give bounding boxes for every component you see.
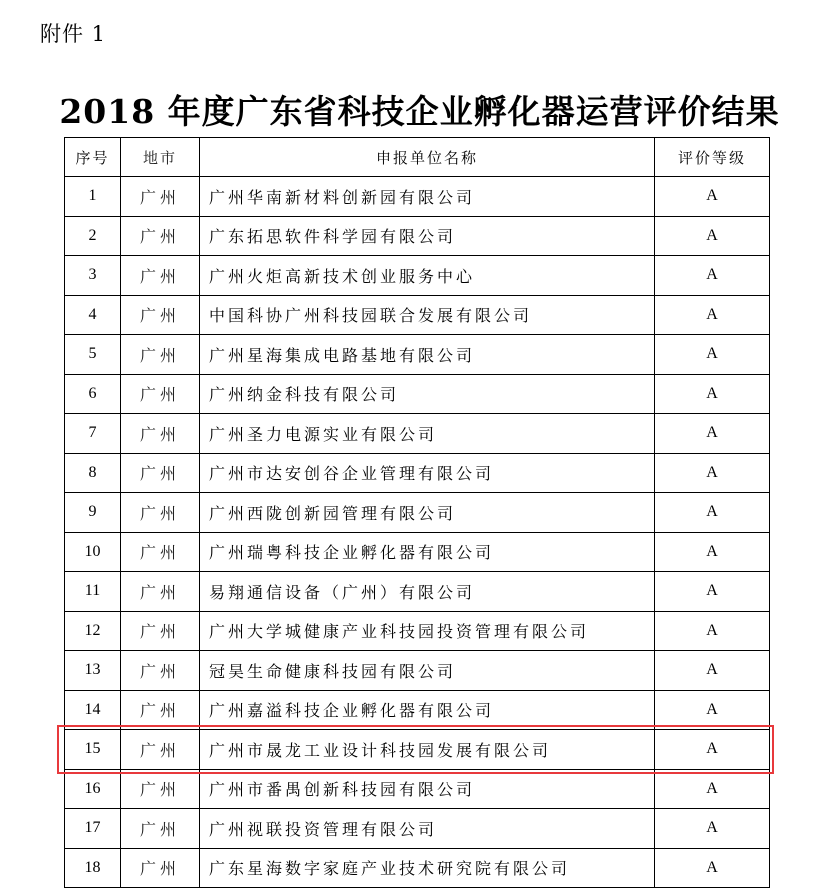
cell-grade: A [655, 374, 770, 414]
table-row [65, 532, 770, 572]
cell-name: 广州视联投资管理有限公司 [200, 809, 655, 849]
cell-grade: A [655, 335, 770, 375]
cell-city: 广州 [121, 809, 200, 849]
evaluation-table [64, 137, 770, 888]
cell-city: 广州 [121, 453, 200, 493]
table-row [65, 216, 770, 256]
cell-name: 广东拓思软件科学园有限公司 [200, 216, 655, 256]
cell-no: 9 [65, 493, 121, 533]
page-title: 2018 年度广东省科技企业孵化器运营评价结果 [59, 92, 780, 131]
cell-grade: A [655, 769, 770, 809]
cell-name: 广东星海数字家庭产业技术研究院有限公司 [200, 848, 655, 888]
cell-city: 广州 [121, 335, 200, 375]
cell-name: 易翔通信设备（广州）有限公司 [200, 572, 655, 612]
table-row [65, 295, 770, 335]
table-row [65, 414, 770, 454]
table-row [65, 493, 770, 533]
cell-city: 广州 [121, 651, 200, 691]
table-row [65, 848, 770, 888]
cell-grade: A [655, 256, 770, 296]
cell-no: 5 [65, 335, 121, 375]
cell-name: 中国科协广州科技园联合发展有限公司 [200, 295, 655, 335]
cell-grade: A [655, 493, 770, 533]
table-row [65, 374, 770, 414]
header-no: 序号 [65, 138, 121, 177]
cell-no: 11 [65, 572, 121, 612]
cell-city: 广州 [121, 532, 200, 572]
cell-name: 冠昊生命健康科技园有限公司 [200, 651, 655, 691]
cell-name: 广州华南新材料创新园有限公司 [200, 177, 655, 217]
table-row [65, 690, 770, 730]
cell-city: 广州 [121, 730, 200, 770]
cell-grade: A [655, 848, 770, 888]
cell-no: 8 [65, 453, 121, 493]
cell-city: 广州 [121, 769, 200, 809]
cell-no: 2 [65, 216, 121, 256]
cell-city: 广州 [121, 414, 200, 454]
cell-grade: A [655, 414, 770, 454]
cell-no: 15 [65, 730, 121, 770]
table-row [65, 335, 770, 375]
cell-no: 4 [65, 295, 121, 335]
cell-grade: A [655, 690, 770, 730]
table-row [65, 256, 770, 296]
cell-no: 17 [65, 809, 121, 849]
cell-no: 18 [65, 848, 121, 888]
cell-name: 广州西陇创新园管理有限公司 [200, 493, 655, 533]
header-grade: 评价等级 [655, 138, 770, 177]
cell-name: 广州嘉溢科技企业孵化器有限公司 [200, 690, 655, 730]
cell-no: 16 [65, 769, 121, 809]
cell-no: 7 [65, 414, 121, 454]
table-row [65, 572, 770, 612]
table-row [65, 809, 770, 849]
table-body [65, 177, 770, 888]
cell-city: 广州 [121, 690, 200, 730]
cell-name: 广州火炬高新技术创业服务中心 [200, 256, 655, 296]
cell-no: 12 [65, 611, 121, 651]
cell-name: 广州市晟龙工业设计科技园发展有限公司 [200, 730, 655, 770]
cell-city: 广州 [121, 848, 200, 888]
cell-grade: A [655, 730, 770, 770]
cell-no: 13 [65, 651, 121, 691]
cell-grade: A [655, 453, 770, 493]
cell-city: 广州 [121, 177, 200, 217]
table-row [65, 769, 770, 809]
cell-grade: A [655, 295, 770, 335]
cell-city: 广州 [121, 611, 200, 651]
cell-city: 广州 [121, 374, 200, 414]
cell-name: 广州圣力电源实业有限公司 [200, 414, 655, 454]
attachment-label: 附件 1 [40, 22, 107, 46]
cell-name: 广州大学城健康产业科技园投资管理有限公司 [200, 611, 655, 651]
table-row [65, 611, 770, 651]
table-header-row [65, 138, 770, 177]
cell-grade: A [655, 809, 770, 849]
cell-city: 广州 [121, 493, 200, 533]
cell-grade: A [655, 177, 770, 217]
header-city: 地市 [121, 138, 200, 177]
table-row [65, 177, 770, 217]
cell-name: 广州瑞粤科技企业孵化器有限公司 [200, 532, 655, 572]
cell-no: 1 [65, 177, 121, 217]
header-name: 申报单位名称 [200, 138, 655, 177]
cell-city: 广州 [121, 256, 200, 296]
cell-name: 广州市番禺创新科技园有限公司 [200, 769, 655, 809]
cell-no: 3 [65, 256, 121, 296]
table-row [65, 651, 770, 691]
cell-name: 广州纳金科技有限公司 [200, 374, 655, 414]
table-row [65, 730, 770, 770]
cell-city: 广州 [121, 572, 200, 612]
cell-no: 10 [65, 532, 121, 572]
cell-grade: A [655, 572, 770, 612]
cell-name: 广州星海集成电路基地有限公司 [200, 335, 655, 375]
cell-grade: A [655, 532, 770, 572]
cell-city: 广州 [121, 216, 200, 256]
table-row [65, 453, 770, 493]
cell-grade: A [655, 651, 770, 691]
cell-name: 广州市达安创谷企业管理有限公司 [200, 453, 655, 493]
cell-city: 广州 [121, 295, 200, 335]
cell-no: 6 [65, 374, 121, 414]
cell-no: 14 [65, 690, 121, 730]
cell-grade: A [655, 216, 770, 256]
cell-grade: A [655, 611, 770, 651]
